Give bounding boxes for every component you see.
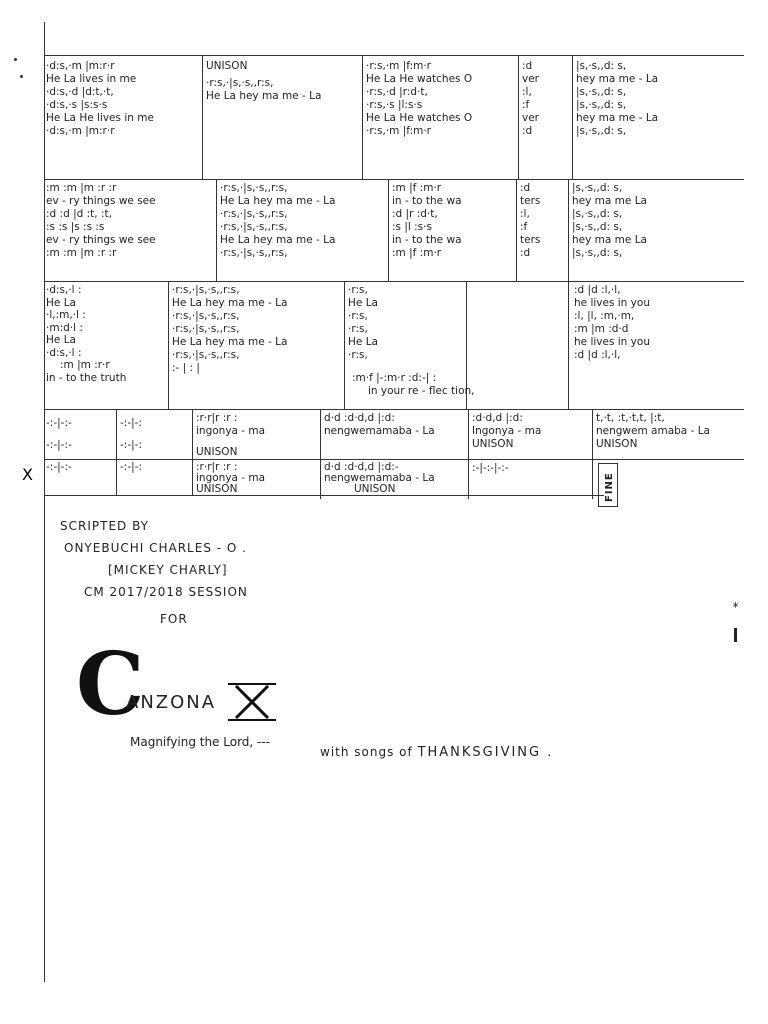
staff-rule [44, 55, 744, 56]
score-r3-c4: :m·f |-:m·r :d:-| : in your re - flec tion, [352, 372, 475, 397]
asterisk-mark: * [732, 600, 740, 614]
tagline-caps: THANKSGIVING . [417, 745, 554, 760]
score-r4-c6: t,·t, :t,·t,t, |:t, nengwem amaba - La UNISON [596, 412, 710, 450]
score-r3-c5: :d |d :l,·l, he lives in you :l, |l, :m,·m, :m |m :d·d he lives in you :d |d :l,·l, [574, 284, 650, 361]
score-r2-c2: ·r:s,·|s,·s,,r:s, He La hey ma me - La ·r:s,·|s,·s,,r:s, ·r:s,·|s,·s,,r:s, He La hey ma me - La ·r:s,·|s,·s,,r:s, [220, 182, 336, 259]
score-r4-c4: d·d :d·d,d |:d: nengwemamaba - La [324, 412, 435, 437]
score-r4-c1: -:-|-:- -:-|-:- -:-|-:- [46, 417, 72, 473]
session: CM 2017/2018 SESSION [84, 585, 248, 599]
credits-block [60, 515, 248, 603]
score-r3-c2: ·r:s,·|s,·s,,r:s, He La hey ma me - La ·r:s,·|s,·s,,r:s, ·r:s,·|s,·s,,r:s, He La hey ma me - La ·r:s,·|s,·s,,r:s, :- | : | [172, 284, 288, 374]
staff-rule [44, 179, 744, 180]
title-numeral-text: X [22, 465, 33, 484]
score-r4-c5: :d·d,d |:d: Ingonya - ma UNISON [472, 412, 542, 450]
score-r1-c5: |s,·s,,d: s, hey ma me - La |s,·s,,d: s, |s,·s,,d: s, hey ma me - La |s,·s,,d: s, [576, 60, 659, 137]
sol-fa-score [44, 55, 744, 505]
for-label: FOR [160, 612, 188, 626]
fine-label: FINE [604, 472, 615, 502]
author-nickname: [MICKEY CHARLY] [108, 563, 228, 577]
score-r3-c1: ·d:s,·l : He La ·l,:m,·l : ·m:d·l : He La ·d:s,·l : :m |m :r·r in - to the truth [46, 284, 127, 384]
score-r2-c1: :m :m |m :r :r ev - ry things we see :d :d |d :t, :t, :s :s |s :s :s ev - ry things we see :m :m |m :r :r [46, 182, 156, 259]
staff-rule [44, 409, 744, 410]
scripted-by: SCRIPTED BY [60, 519, 149, 533]
score-r1-c1: ·d:s,·m |m:r·r He La lives in me ·d:s,·d |d:t,·t, ·d:s,·s |s:s·s He La He lives in me ·d:s,·m |m:r·r [46, 60, 154, 137]
score-r3-c3: ·r:s, He La ·r:s, ·r:s, He La ·r:s, [348, 284, 378, 361]
score-r2-c3: :m |f :m·r in - to the wa :d |r :d·t, :s |l :s·s in - to the wa :m |f :m·r [392, 182, 462, 259]
tagline-2 [320, 745, 553, 760]
scan-speck [14, 58, 17, 61]
score-r2-c4: :d ters :l, :f ters :d [520, 182, 541, 259]
score-r5-c5: :-|-:-|-:- [472, 462, 509, 474]
tagline-1: Magnifying the Lord, --- [130, 735, 271, 749]
score-r4-c3: :r·r|r :r : ingonya - ma UNISON [196, 412, 266, 458]
score-r5-c3: :r·r|r :r : ingonya - ma UNISON [196, 461, 266, 495]
tagline-2-text: with songs of [320, 745, 413, 759]
author-name: ONYEBUCHI CHARLES - O . [64, 541, 247, 555]
score-r1-c2: UNISON ·r:s,·|s,·s,,r:s, He La hey ma me - La [206, 60, 322, 102]
score-r4-c2: -:-|-: -:-|-: -:-|-: [120, 417, 142, 473]
score-r2-c5: |s,·s,,d: s, hey ma me La |s,·s,,d: s, |s,·s,,d: s, hey ma me La |s,·s,,d: s, [572, 182, 647, 259]
score-r1-c3: ·r:s,·m |f:m·r He La He watches O ·r:s,·d |r:d·t, ·r:s,·s |l:s·s He La He watches O ·r:s,·m |f:m·r [366, 60, 473, 137]
title-initial: C [76, 634, 145, 735]
staff-rule [44, 281, 744, 282]
score-r1-c4: :d ver :l, :f ver :d [522, 60, 539, 137]
ink-mark [734, 628, 737, 642]
score-r5-c4: d·d :d·d,d |:d:- nengwemamaba - La UNISON [324, 461, 435, 495]
title-rest: ANZONA [126, 692, 217, 713]
scan-speck [20, 75, 23, 78]
